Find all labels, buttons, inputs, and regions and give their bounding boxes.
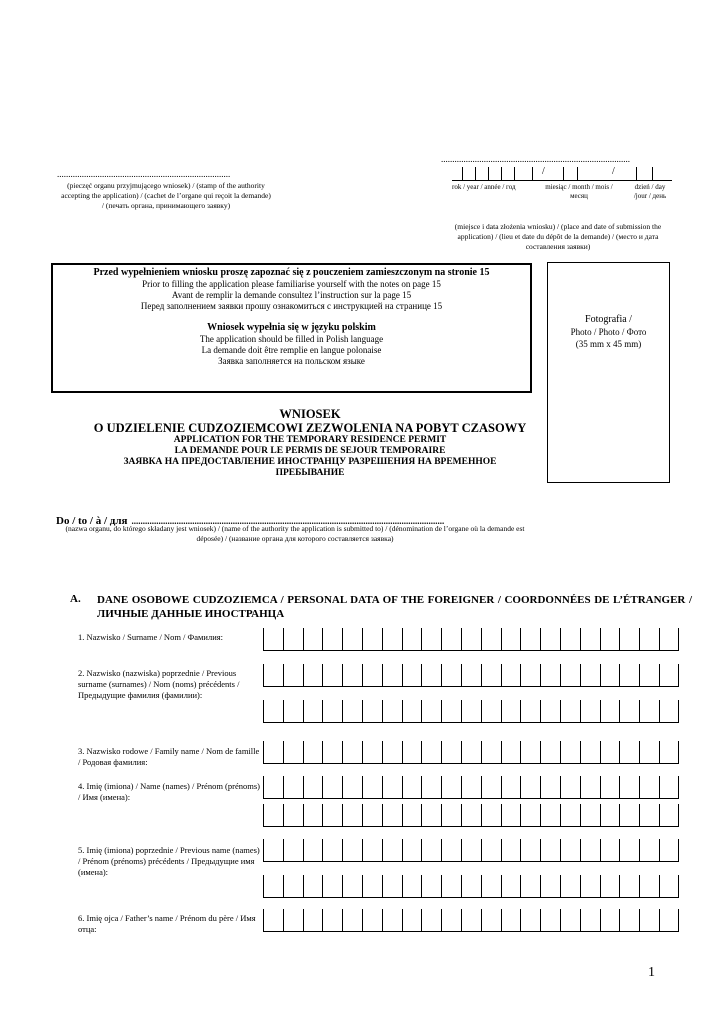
char-box[interactable] [421,628,441,651]
field-4-label: 4. Imię (imiona) / Name (names) / Prénom (prénoms) / Имя (имена): [78,781,260,802]
char-box[interactable] [481,700,501,723]
char-box[interactable] [322,700,342,723]
char-box[interactable] [263,741,283,764]
char-box[interactable] [441,741,461,764]
char-box[interactable] [560,700,580,723]
char-box[interactable] [520,909,540,932]
char-box[interactable] [501,804,521,827]
char-box[interactable] [303,741,323,764]
char-box[interactable] [461,839,481,862]
char-box[interactable] [461,804,481,827]
char-box[interactable] [501,839,521,862]
char-box[interactable] [303,628,323,651]
field-4-boxes-extra[interactable] [263,804,679,827]
char-box[interactable] [520,741,540,764]
char-box[interactable] [481,909,501,932]
char-box[interactable] [639,875,659,898]
char-box[interactable] [322,664,342,687]
char-box[interactable] [322,909,342,932]
char-box[interactable] [382,741,402,764]
char-box[interactable] [303,804,323,827]
char-box[interactable] [441,804,461,827]
char-box[interactable] [263,909,283,932]
char-box[interactable] [441,776,461,799]
field-6-label: 6. Imię ojca / Father’s name / Prénom du père / Имя отца: [78,913,256,934]
char-box[interactable] [421,804,441,827]
char-box[interactable] [362,804,382,827]
char-box[interactable] [639,839,659,862]
char-box[interactable] [402,839,422,862]
char-box[interactable] [402,909,422,932]
char-box[interactable] [461,909,481,932]
char-box[interactable] [580,628,600,651]
char-box[interactable] [639,776,659,799]
char-box[interactable] [421,664,441,687]
notice-en: Prior to filling the application please familiarise yourself with the notes on page 15 [142,279,441,289]
date-slash-1: / [542,166,545,177]
char-box[interactable] [441,909,461,932]
char-box[interactable] [283,664,303,687]
char-box[interactable] [461,741,481,764]
addressee-label: Do / to / à / для [56,515,128,527]
field-2-boxes[interactable] [263,664,679,687]
char-box[interactable] [303,909,323,932]
char-box[interactable] [303,776,323,799]
char-box[interactable] [283,909,303,932]
char-box[interactable] [580,776,600,799]
char-box[interactable] [402,628,422,651]
char-box[interactable] [382,875,402,898]
field-5-boxes[interactable] [263,839,679,862]
char-box[interactable] [362,909,382,932]
char-box[interactable] [402,776,422,799]
char-box[interactable] [619,776,639,799]
char-box[interactable] [283,875,303,898]
char-box[interactable] [540,839,560,862]
title-line-1: WNIOSEK [279,407,341,421]
char-box[interactable] [580,664,600,687]
char-box[interactable] [303,875,323,898]
char-box[interactable] [659,909,679,932]
field-2-boxes-extra[interactable] [263,700,679,723]
title-line-4: LA DEMANDE POUR LE PERMIS DE SEJOUR TEMPORAIRE [174,446,446,456]
char-box[interactable] [560,628,580,651]
field-4-boxes[interactable] [263,776,679,799]
char-box[interactable] [421,776,441,799]
char-box[interactable] [461,628,481,651]
char-box[interactable] [441,839,461,862]
char-box[interactable] [322,741,342,764]
char-box[interactable] [619,804,639,827]
stamp-caption: (pieczęć organu przyjmującego wniosek) / (stamp of the authority accepting the application) / (cachet de l’organe qui reçoit la demande) / (печать органа, принимающего заявку) [61,181,271,210]
char-box[interactable] [639,628,659,651]
char-box[interactable] [362,776,382,799]
date-slash-2: / [612,166,615,177]
char-box[interactable] [263,804,283,827]
char-box[interactable] [342,700,362,723]
char-box[interactable] [402,875,422,898]
char-box[interactable] [461,875,481,898]
char-box[interactable] [501,741,521,764]
char-box[interactable] [659,839,679,862]
char-box[interactable] [520,700,540,723]
year-label: rok / year / année / год [452,183,516,191]
date-boxes[interactable] [452,167,672,181]
char-box[interactable] [659,875,679,898]
field-6-boxes[interactable] [263,909,679,932]
char-box[interactable] [560,741,580,764]
char-box[interactable] [481,776,501,799]
char-box[interactable] [600,628,620,651]
char-box[interactable] [481,741,501,764]
char-box[interactable] [421,875,441,898]
char-box[interactable] [382,804,402,827]
char-box[interactable] [322,875,342,898]
char-box[interactable] [600,875,620,898]
char-box[interactable] [362,875,382,898]
field-3-label: 3. Nazwisko rodowe / Family name / Nom de famille / Родовая фамилия: [78,746,260,767]
char-box[interactable] [421,741,441,764]
notice-pl-heading: Przed wypełnieniem wniosku proszę zapoznać się z pouczeniem zamieszczonym na stronie 15 [93,267,490,278]
char-box[interactable] [600,804,620,827]
char-box[interactable] [639,700,659,723]
char-box[interactable] [619,664,639,687]
char-box[interactable] [600,700,620,723]
field-5-label: 5. Imię (imiona) poprzednie / Previous name (names) / Prénom (prénoms) précédents / Предыдущие имя (имена): [78,845,260,877]
char-box[interactable] [402,700,422,723]
char-box[interactable] [362,664,382,687]
char-box[interactable] [540,628,560,651]
char-box[interactable] [659,700,679,723]
char-box[interactable] [501,664,521,687]
place-date-caption: (miejsce i data złożenia wniosku) / (place and date of submission the application) / (lieu et date du dépôt de la demande) / (место и дата составления заявки) [454,222,662,251]
month-label: miesiąc / month / mois / месяц [545,183,613,200]
char-box[interactable] [520,839,540,862]
char-box[interactable] [303,700,323,723]
char-box[interactable] [322,628,342,651]
char-box[interactable] [560,839,580,862]
notice-ru: Перед заполнением заявки прошу ознакомиться с инструкцией на странице 15 [140,301,443,311]
char-box[interactable] [362,700,382,723]
char-box[interactable] [362,628,382,651]
char-box[interactable] [283,741,303,764]
char-box[interactable] [342,628,362,651]
char-box[interactable] [263,776,283,799]
char-box[interactable] [540,804,560,827]
char-box[interactable] [520,804,540,827]
char-box[interactable] [402,804,422,827]
char-box[interactable] [441,875,461,898]
char-box[interactable] [342,839,362,862]
photo-size: (35 mm x 45 mm) [575,339,642,349]
notice-lang-ru: Заявка заполняется на польском языке [218,356,365,366]
char-box[interactable] [600,839,620,862]
char-box[interactable] [342,776,362,799]
char-box[interactable] [342,909,362,932]
char-box[interactable] [342,664,362,687]
photo-box[interactable] [547,262,670,483]
title-line-2: O UDZIELENIE CUDZOZIEMCOWI ZEZWOLENIA NA POBYT CZASOWY [93,421,527,435]
char-box[interactable] [263,664,283,687]
field-3-boxes[interactable] [263,741,679,764]
char-box[interactable] [580,700,600,723]
char-box[interactable] [322,804,342,827]
char-box[interactable] [382,839,402,862]
char-box[interactable] [639,741,659,764]
char-box[interactable] [639,804,659,827]
field-5-boxes-extra[interactable] [263,875,679,898]
char-box[interactable] [580,839,600,862]
char-box[interactable] [461,664,481,687]
photo-title: Fotografia / [585,314,632,325]
char-box[interactable] [362,741,382,764]
char-box[interactable] [580,909,600,932]
char-box[interactable] [540,664,560,687]
char-box[interactable] [481,628,501,651]
char-box[interactable] [540,909,560,932]
char-box[interactable] [619,700,639,723]
char-box[interactable] [342,804,362,827]
char-box[interactable] [263,700,283,723]
char-box[interactable] [263,875,283,898]
char-box[interactable] [303,839,323,862]
page-number: 1 [648,965,655,980]
char-box[interactable] [520,628,540,651]
char-box[interactable] [382,909,402,932]
char-box[interactable] [560,909,580,932]
section-a-heading: DANE OSOBOWE CUDZOZIEMCA / PERSONAL DATA OF THE FOREIGNER / COORDONNÉES DE L’ÉTRANGER / ЛИЧНЫЕ ДАННЫЕ ИНОСТРАНЦА [97,594,692,620]
char-box[interactable] [322,776,342,799]
place-date-line: .................................................................................... [441,155,630,163]
char-box[interactable] [560,664,580,687]
char-box[interactable] [402,664,422,687]
char-box[interactable] [619,875,639,898]
char-box[interactable] [421,700,441,723]
char-box[interactable] [441,664,461,687]
char-box[interactable] [263,628,283,651]
char-box[interactable] [283,839,303,862]
char-box[interactable] [283,700,303,723]
char-box[interactable] [342,875,362,898]
char-box[interactable] [619,628,639,651]
title-line-5: ЗАЯВКА НА ПРЕДОСТАВЛЕНИЕ ИНОСТРАНЦУ РАЗРЕШЕНИЯ НА ВРЕМЕННОЕ [123,457,497,467]
title-line-3: APPLICATION FOR THE TEMPORARY RESIDENCE PERMIT [173,435,447,445]
char-box[interactable] [402,741,422,764]
char-box[interactable] [421,839,441,862]
char-box[interactable] [322,839,342,862]
char-box[interactable] [461,700,481,723]
char-box[interactable] [540,875,560,898]
char-box[interactable] [382,776,402,799]
notice-lang-fr: La demande doit être remplie en langue polonaise [201,345,382,355]
char-box[interactable] [520,875,540,898]
char-box[interactable] [659,628,679,651]
char-box[interactable] [659,741,679,764]
char-box[interactable] [481,839,501,862]
char-box[interactable] [659,664,679,687]
char-box[interactable] [501,776,521,799]
char-box[interactable] [382,664,402,687]
field-1-label: 1. Nazwisko / Surname / Nom / Фамилия: [78,632,224,642]
char-box[interactable] [619,741,639,764]
char-box[interactable] [421,909,441,932]
char-box[interactable] [263,839,283,862]
char-box[interactable] [619,839,639,862]
field-1-boxes[interactable] [263,628,679,651]
char-box[interactable] [540,700,560,723]
char-box[interactable] [481,875,501,898]
char-box[interactable] [303,664,323,687]
char-box[interactable] [580,875,600,898]
char-box[interactable] [362,839,382,862]
notice-lang-en: The application should be filled in Polish language [199,334,384,344]
instructions-box [51,263,532,393]
char-box[interactable] [441,628,461,651]
field-2-label: 2. Nazwisko (nazwiska) poprzednie / Previous surname (surnames) / Nom (noms) précédents / Предыдущие фамилия (фамилии): [78,668,240,700]
char-box[interactable] [481,664,501,687]
char-box[interactable] [283,804,303,827]
char-box[interactable] [501,875,521,898]
char-box[interactable] [659,776,679,799]
char-box[interactable] [600,664,620,687]
char-box[interactable] [540,776,560,799]
char-box[interactable] [283,776,303,799]
char-box[interactable] [501,909,521,932]
addressee-dots: ........................................................................................................................................... [131,516,445,526]
day-label: dzień / day /jour / день [633,183,667,200]
char-box[interactable] [520,776,540,799]
char-box[interactable] [441,700,461,723]
char-box[interactable] [600,741,620,764]
char-box[interactable] [600,776,620,799]
char-box[interactable] [501,700,521,723]
char-box[interactable] [382,628,402,651]
stamp-line: ............................................................................. [57,170,231,178]
char-box[interactable] [659,804,679,827]
char-box[interactable] [540,741,560,764]
char-box[interactable] [382,700,402,723]
form-title [60,407,560,479]
photo-subtitle: Photo / Photo / Фото [570,327,647,337]
char-box[interactable] [560,776,580,799]
section-a-letter: A. [70,593,81,605]
notice-lang-heading: Wniosek wypełnia się w języku polskim [207,322,376,333]
char-box[interactable] [560,875,580,898]
char-box[interactable] [501,628,521,651]
char-box[interactable] [639,664,659,687]
notice-fr: Avant de remplir la demande consultez l’instruction sur la page 15 [171,290,412,300]
title-line-6: ПРЕБЫВАНИЕ [275,468,345,478]
char-box[interactable] [481,804,501,827]
char-box[interactable] [461,776,481,799]
char-box[interactable] [283,628,303,651]
char-box[interactable] [342,741,362,764]
addressee-caption: (nazwa organu, do którego składany jest wniosek) / (name of the authority the application is submitted to) / (dénomination de l’organe où la demande est déposée) / (название органа для которого составляется заявка) [65,524,525,543]
char-box[interactable] [560,804,580,827]
char-box[interactable] [600,909,620,932]
char-box[interactable] [619,909,639,932]
char-box[interactable] [580,804,600,827]
char-box[interactable] [580,741,600,764]
char-box[interactable] [520,664,540,687]
char-box[interactable] [639,909,659,932]
